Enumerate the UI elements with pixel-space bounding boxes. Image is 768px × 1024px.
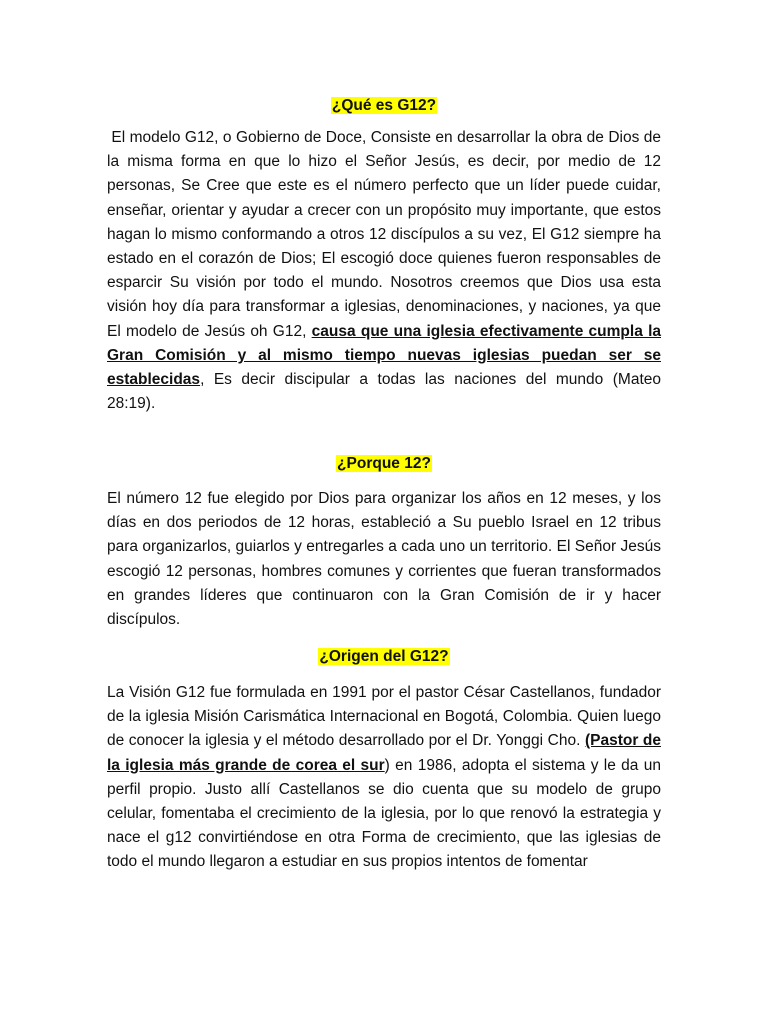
- paragraph-que-es-g12: [107, 126, 661, 416]
- section-heading-origen-g12: [107, 645, 661, 669]
- emphasized-text: causa que una iglesia efectivamente cumpla la Gran Comisión y al mismo tiempo nuevas iglesias puedan ser se establecidas: [107, 322, 661, 389]
- heading-highlight: ¿Origen del G12?: [319, 648, 449, 665]
- paragraph-origen-g12: [107, 681, 661, 875]
- paragraph-text: El modelo G12, o Gobierno de Doce, Consiste en desarrollar la obra de Dios de la misma forma en que lo hizo el Señor Jesús, es decir, por medio de 12 personas, Se Cree que este es el número perfecto que un líder puede cuidar, enseñar, orientar y ayudar a crecer con un propósito muy importante, que estos hagan lo mismo conformando a otros 12 discípulos a su vez, El G12 siempre ha estado en el corazón de Dios; El escogió doce quienes fueron responsables de esparcir Su visión por todo el mundo. Nosotros creemos que Dios usa esta visión hoy día para transformar a iglesias, denominaciones, y naciones, ya que El modelo de Jesús oh G12,: [107, 129, 661, 340]
- heading-highlight: ¿Qué es G12?: [331, 97, 437, 114]
- section-heading-que-es-g12: [107, 94, 661, 118]
- document-page: [107, 0, 661, 1024]
- section-heading-porque-12: [107, 452, 661, 476]
- emphasized-text: (Pastor de la iglesia más grande de corea el sur: [107, 732, 661, 774]
- paragraph-porque-12: El número 12 fue elegido por Dios para organizar los años en 12 meses, y los días en dos periodos de 12 horas, estableció a Su pueblo Israel en 12 tribus para organizarlos, guiarlos y entregarles a cada uno un territorio. El Señor Jesús escogió 12 personas, hombres comunes y corrientes que fueran transformados en grandes líderes que continuaron con la Gran Comisión de ir y hacer discípulos.: [107, 490, 661, 629]
- paragraph-text: , Es decir discipular a todas las naciones del mundo (Mateo 28:19).: [107, 371, 661, 413]
- paragraph-text: La Visión G12 fue formulada en 1991 por el pastor César Castellanos, fundador de la iglesia Misión Carismática Internacional en Bogotá, Colombia. Quien luego de conocer la iglesia y el método desarrollado por el Dr. Yonggi Cho.: [107, 684, 661, 750]
- heading-highlight: ¿Porque 12?: [337, 455, 431, 472]
- paragraph-text: ) en 1986, adopta el sistema y le da un perfil propio. Justo allí Castellanos se dio cuenta que su modelo de grupo celular, fomentaba el crecimiento de la iglesia, por lo que renovó la estrategia y nace el g12 convirtiéndose en otra Forma de crecimiento, que las iglesias de todo el mundo llegaron a estudiar en sus propios intentos de fomentar: [107, 756, 661, 871]
